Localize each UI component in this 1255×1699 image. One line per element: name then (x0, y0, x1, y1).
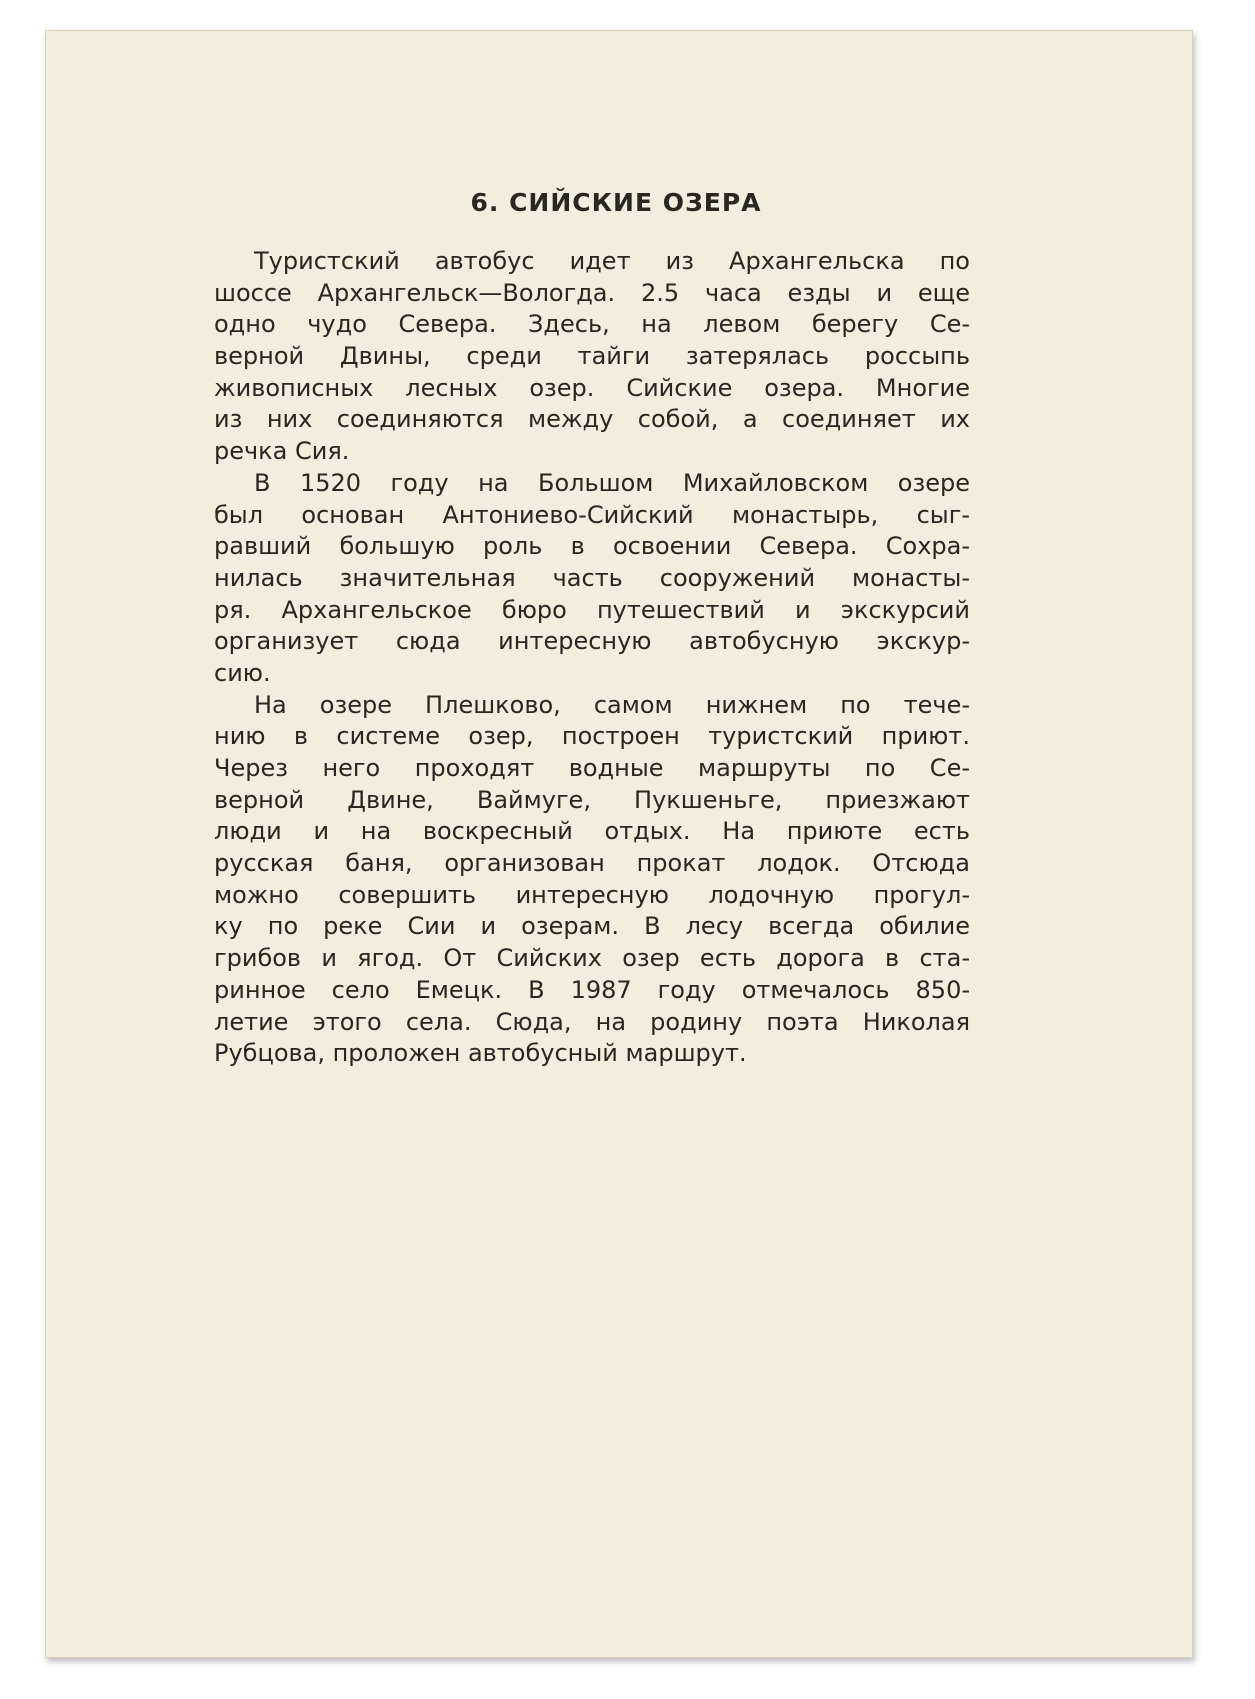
text-line: верной Двины, среди тайги затерялась россыпь (214, 342, 970, 371)
text-line: русская баня, организован прокат лодок. Отсюда (214, 849, 970, 878)
text-line: из них соединяются между собой, а соединяет их (214, 405, 970, 434)
text-line: люди и на воскресный отдых. На приюте есть (214, 817, 970, 846)
text-line: В 1520 году на Большом Михайловском озере (254, 468, 970, 497)
text-line: живописных лесных озер. Сийские озера. Многие (214, 373, 970, 402)
paragraph-1 (214, 246, 970, 468)
text-line: нилась значительная часть сооружений монасты- (214, 563, 970, 592)
text-line: ря. Архангельское бюро путешествий и экскурсий (214, 595, 970, 624)
document-title: 6. СИЙСКИЕ ОЗЕРА (470, 188, 762, 217)
text-line: сию. (214, 658, 271, 687)
text-line: речка Сия. (214, 437, 350, 466)
text-line: можно совершить интересную лодочную прогул- (214, 880, 970, 909)
paragraph-3 (214, 690, 970, 1070)
text-line: верной Двине, Ваймуге, Пукшеньге, приезжают (214, 785, 970, 814)
postcard-back (45, 30, 1193, 1658)
text-line: ку по реке Сии и озерам. В лесу всегда обилие (214, 912, 970, 941)
text-line: летие этого села. Сюда, на родину поэта Николая (214, 1007, 970, 1036)
text-line: грибов и ягод. От Сийских озер есть дорога в ста- (214, 944, 970, 973)
text-line: На озере Плешково, самом нижнем по тече- (254, 690, 970, 719)
text-line: нию в системе озер, построен туристский приют. (214, 722, 970, 751)
text-line: Туристский автобус идет из Архангельска по (254, 247, 970, 275)
text-line: Рубцова, проложен автобусный маршрут. (214, 1039, 747, 1068)
text-block (214, 186, 970, 1070)
text-line: был основан Антониево-Сийский монастырь, сыг- (214, 500, 970, 529)
text-line: равший большую роль в освоении Севера. Сохра- (214, 532, 970, 561)
text-line: шоссе Архангельск—Вологда. 2.5 часа езды и еще (214, 278, 970, 307)
text-line: ринное село Емецк. В 1987 году отмечалось 850- (214, 975, 970, 1004)
text-line: одно чудо Севера. Здесь, на левом берегу Се- (214, 310, 970, 339)
text-line: Через него проходят водные маршруты по Се- (214, 754, 970, 782)
text-line: организует сюда интересную автобусную экскур- (214, 627, 970, 656)
paragraph-2 (214, 468, 970, 690)
